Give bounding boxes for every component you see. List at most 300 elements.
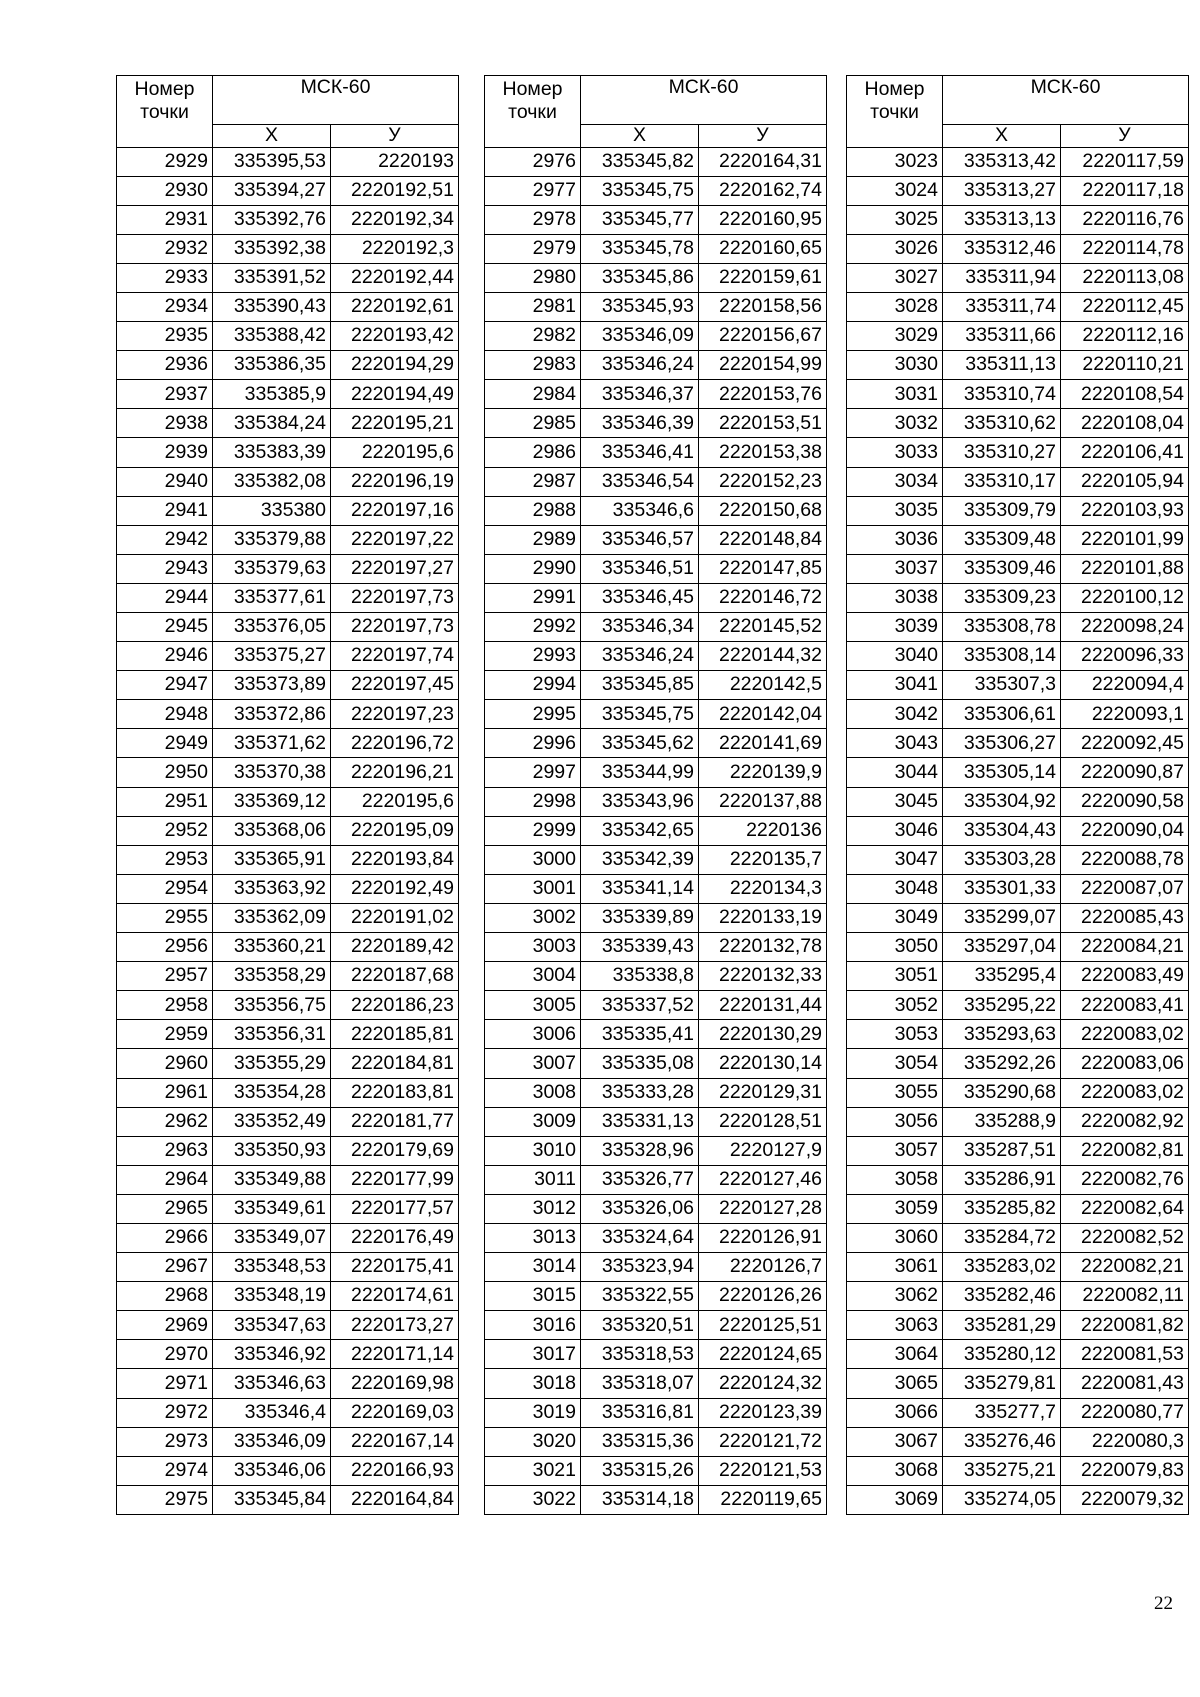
table-row: [485, 583, 827, 612]
point-number-cell: 3032: [847, 409, 943, 438]
table-row: [485, 409, 827, 438]
x-coordinate-cell: 335369,12: [213, 787, 331, 816]
x-coordinate-cell: 335375,27: [213, 642, 331, 671]
table-row: [847, 671, 1189, 700]
point-number-cell: 2985: [485, 409, 581, 438]
x-coordinate-cell: 335311,74: [943, 292, 1061, 321]
table-row: [485, 1485, 827, 1514]
table-body: [485, 147, 827, 1514]
point-number-cell: 3004: [485, 962, 581, 991]
y-coordinate-cell: 2220127,28: [699, 1194, 827, 1223]
x-coordinate-cell: 335292,26: [943, 1049, 1061, 1078]
point-number-cell: 3050: [847, 933, 943, 962]
table-row: [117, 496, 459, 525]
point-number-cell: 2995: [485, 700, 581, 729]
table-row: [485, 1078, 827, 1107]
y-coordinate-cell: 2220132,78: [699, 933, 827, 962]
x-coordinate-cell: 335394,27: [213, 176, 331, 205]
table-row: [847, 1020, 1189, 1049]
table-row: [485, 729, 827, 758]
point-number-cell: 3048: [847, 874, 943, 903]
y-coordinate-cell: 2220101,99: [1061, 525, 1189, 554]
y-coordinate-cell: 2220146,72: [699, 583, 827, 612]
x-coordinate-cell: 335299,07: [943, 903, 1061, 932]
y-coordinate-cell: 2220159,61: [699, 263, 827, 292]
x-coordinate-cell: 335379,63: [213, 554, 331, 583]
x-coordinate-cell: 335313,27: [943, 176, 1061, 205]
y-coordinate-cell: 2220175,41: [331, 1253, 459, 1282]
y-coordinate-cell: 2220197,27: [331, 554, 459, 583]
y-coordinate-cell: 2220197,16: [331, 496, 459, 525]
point-number-cell: 2983: [485, 351, 581, 380]
y-coordinate-cell: 2220133,19: [699, 903, 827, 932]
table-row: [847, 1427, 1189, 1456]
point-number-cell: 2940: [117, 467, 213, 496]
table-row: [117, 613, 459, 642]
y-coordinate-cell: 2220108,54: [1061, 380, 1189, 409]
x-coordinate-cell: 335352,49: [213, 1107, 331, 1136]
y-coordinate-cell: 2220194,29: [331, 351, 459, 380]
table-row: [485, 322, 827, 351]
point-number-cell: 3012: [485, 1194, 581, 1223]
x-coordinate-cell: 335335,08: [581, 1049, 699, 1078]
y-coordinate-cell: 2220148,84: [699, 525, 827, 554]
y-coordinate-cell: 2220192,51: [331, 176, 459, 205]
table-row: [847, 962, 1189, 991]
point-number-cell: 3043: [847, 729, 943, 758]
x-coordinate-cell: 335346,57: [581, 525, 699, 554]
table-row: [117, 1165, 459, 1194]
point-number-header-line1: Номер: [134, 78, 195, 100]
point-number-cell: 2987: [485, 467, 581, 496]
x-coordinate-cell: 335301,33: [943, 874, 1061, 903]
coordinate-table-2: [484, 75, 827, 1515]
table-row: [485, 1311, 827, 1340]
y-coordinate-cell: 2220123,39: [699, 1398, 827, 1427]
y-coordinate-cell: 2220124,32: [699, 1369, 827, 1398]
point-number-cell: 3016: [485, 1311, 581, 1340]
coordinate-table-3: [846, 75, 1189, 1515]
y-coordinate-cell: 2220132,33: [699, 962, 827, 991]
y-coordinate-cell: 2220162,74: [699, 176, 827, 205]
table-row: [485, 874, 827, 903]
x-coordinate-cell: 335392,38: [213, 234, 331, 263]
point-number-cell: 2947: [117, 671, 213, 700]
x-coordinate-cell: 335349,61: [213, 1194, 331, 1223]
y-coordinate-cell: 2220195,6: [331, 438, 459, 467]
x-coordinate-cell: 335385,9: [213, 380, 331, 409]
x-coordinate-cell: 335346,24: [581, 642, 699, 671]
table-row: [485, 234, 827, 263]
table-row: [117, 700, 459, 729]
table-row: [117, 409, 459, 438]
point-number-header: [117, 76, 213, 125]
y-coordinate-cell: 2220082,52: [1061, 1223, 1189, 1252]
table-row: [117, 1107, 459, 1136]
point-number-cell: 3029: [847, 322, 943, 351]
point-number-cell: 3006: [485, 1020, 581, 1049]
table-row: [117, 1340, 459, 1369]
point-number-cell: 2931: [117, 205, 213, 234]
y-coordinate-cell: 2220081,43: [1061, 1369, 1189, 1398]
table-row: [117, 1311, 459, 1340]
y-coordinate-cell: 2220197,22: [331, 525, 459, 554]
y-coordinate-cell: 2220121,53: [699, 1456, 827, 1485]
y-coordinate-cell: 2220090,04: [1061, 816, 1189, 845]
x-coordinate-cell: 335331,13: [581, 1107, 699, 1136]
x-coordinate-cell: 335290,68: [943, 1078, 1061, 1107]
table-row: [117, 1398, 459, 1427]
x-coordinate-cell: 335307,3: [943, 671, 1061, 700]
x-coordinate-cell: 335346,37: [581, 380, 699, 409]
point-number-cell: 3045: [847, 787, 943, 816]
point-number-cell: 3054: [847, 1049, 943, 1078]
y-coordinate-cell: 2220129,31: [699, 1078, 827, 1107]
point-number-cell: 3013: [485, 1223, 581, 1252]
table-row: [485, 205, 827, 234]
table-row: [485, 1165, 827, 1194]
point-number-cell: 3019: [485, 1398, 581, 1427]
y-coordinate-cell: 2220192,34: [331, 205, 459, 234]
table-row: [847, 787, 1189, 816]
point-number-cell: 2952: [117, 816, 213, 845]
x-coordinate-cell: 335276,46: [943, 1427, 1061, 1456]
table-row: [485, 438, 827, 467]
y-coordinate-cell: 2220126,26: [699, 1282, 827, 1311]
point-number-cell: 3061: [847, 1253, 943, 1282]
y-coordinate-cell: 2220112,16: [1061, 322, 1189, 351]
table-row: [847, 642, 1189, 671]
point-number-cell: 3060: [847, 1223, 943, 1252]
y-coordinate-cell: 2220185,81: [331, 1020, 459, 1049]
x-coordinate-cell: 335370,38: [213, 758, 331, 787]
point-number-cell: 2944: [117, 583, 213, 612]
x-coordinate-cell: 335358,29: [213, 962, 331, 991]
point-number-cell: 2963: [117, 1136, 213, 1165]
point-number-cell: 3031: [847, 380, 943, 409]
x-coordinate-cell: 335355,29: [213, 1049, 331, 1078]
point-number-cell: 3002: [485, 903, 581, 932]
x-coordinate-cell: 335295,22: [943, 991, 1061, 1020]
point-number-cell: 2971: [117, 1369, 213, 1398]
point-number-cell: 2964: [117, 1165, 213, 1194]
table-row: [485, 1020, 827, 1049]
x-coordinate-cell: 335360,21: [213, 933, 331, 962]
point-number-cell: 2949: [117, 729, 213, 758]
y-coordinate-cell: 2220179,69: [331, 1136, 459, 1165]
x-coordinate-cell: 335274,05: [943, 1485, 1061, 1514]
point-number-header: [485, 76, 581, 125]
x-coordinate-cell: 335326,77: [581, 1165, 699, 1194]
x-column-header: Х: [213, 124, 331, 147]
table-row: [847, 467, 1189, 496]
y-coordinate-cell: 2220145,52: [699, 613, 827, 642]
table-row: [485, 380, 827, 409]
x-coordinate-cell: 335295,4: [943, 962, 1061, 991]
x-coordinate-cell: 335345,85: [581, 671, 699, 700]
table-row: [847, 583, 1189, 612]
x-coordinate-cell: 335285,82: [943, 1194, 1061, 1223]
table-row: [847, 933, 1189, 962]
x-coordinate-cell: 335356,31: [213, 1020, 331, 1049]
y-coordinate-cell: 2220114,78: [1061, 234, 1189, 263]
x-coordinate-cell: 335308,14: [943, 642, 1061, 671]
point-number-cell: 2950: [117, 758, 213, 787]
table-row: [485, 787, 827, 816]
point-number-cell: 3052: [847, 991, 943, 1020]
y-coordinate-cell: 2220084,21: [1061, 933, 1189, 962]
y-coordinate-cell: 2220079,32: [1061, 1485, 1189, 1514]
point-number-cell: 3011: [485, 1165, 581, 1194]
y-coordinate-cell: 2220194,49: [331, 380, 459, 409]
table-row: [847, 176, 1189, 205]
y-coordinate-cell: 2220158,56: [699, 292, 827, 321]
y-coordinate-cell: 2220121,72: [699, 1427, 827, 1456]
table-row: [117, 642, 459, 671]
x-coordinate-cell: 335282,46: [943, 1282, 1061, 1311]
table-row: [485, 1136, 827, 1165]
y-coordinate-cell: 2220195,21: [331, 409, 459, 438]
y-coordinate-cell: 2220197,73: [331, 613, 459, 642]
x-coordinate-cell: 335304,43: [943, 816, 1061, 845]
x-coordinate-cell: 335363,92: [213, 874, 331, 903]
table-row: [117, 1253, 459, 1282]
y-coordinate-cell: 2220082,21: [1061, 1253, 1189, 1282]
table-row: [485, 1049, 827, 1078]
x-coordinate-cell: 335310,27: [943, 438, 1061, 467]
point-number-cell: 3026: [847, 234, 943, 263]
table-row: [485, 816, 827, 845]
x-coordinate-cell: 335345,77: [581, 205, 699, 234]
x-coordinate-cell: 335293,63: [943, 1020, 1061, 1049]
table-row: [117, 1136, 459, 1165]
point-number-cell: 2997: [485, 758, 581, 787]
y-coordinate-cell: 2220153,76: [699, 380, 827, 409]
point-number-cell: 2988: [485, 496, 581, 525]
point-number-cell: 2943: [117, 554, 213, 583]
x-coordinate-cell: 335345,75: [581, 700, 699, 729]
point-number-cell: 3014: [485, 1253, 581, 1282]
x-coordinate-cell: 335345,86: [581, 263, 699, 292]
table-row: [847, 1282, 1189, 1311]
y-coordinate-cell: 2220137,88: [699, 787, 827, 816]
x-coordinate-cell: 335303,28: [943, 845, 1061, 874]
table-row: [485, 351, 827, 380]
table-row: [117, 1456, 459, 1485]
point-number-cell: 3017: [485, 1340, 581, 1369]
point-number-cell: 3044: [847, 758, 943, 787]
y-coordinate-cell: 2220135,7: [699, 845, 827, 874]
x-coordinate-cell: 335373,89: [213, 671, 331, 700]
table-row: [847, 496, 1189, 525]
y-coordinate-cell: 2220093,1: [1061, 700, 1189, 729]
table-row: [847, 380, 1189, 409]
y-coordinate-cell: 2220094,4: [1061, 671, 1189, 700]
y-coordinate-cell: 2220110,21: [1061, 351, 1189, 380]
point-number-cell: 2976: [485, 147, 581, 176]
x-coordinate-cell: 335345,75: [581, 176, 699, 205]
y-coordinate-cell: 2220192,49: [331, 874, 459, 903]
point-number-cell: 3057: [847, 1136, 943, 1165]
x-coordinate-cell: 335324,64: [581, 1223, 699, 1252]
x-coordinate-cell: 335395,53: [213, 147, 331, 176]
table-row: [847, 758, 1189, 787]
point-number-cell: 3040: [847, 642, 943, 671]
point-number-cell: 3064: [847, 1340, 943, 1369]
table-row: [847, 845, 1189, 874]
y-coordinate-cell: 2220152,23: [699, 467, 827, 496]
y-coordinate-cell: 2220195,09: [331, 816, 459, 845]
y-coordinate-cell: 2220193,42: [331, 322, 459, 351]
point-number-cell: 3056: [847, 1107, 943, 1136]
table-row: [485, 496, 827, 525]
point-number-cell: 3018: [485, 1369, 581, 1398]
table-row: [485, 292, 827, 321]
table-row: [485, 554, 827, 583]
table-row: [847, 874, 1189, 903]
point-number-cell: 2996: [485, 729, 581, 758]
point-number-cell: 2942: [117, 525, 213, 554]
x-coordinate-cell: 335310,17: [943, 467, 1061, 496]
y-coordinate-cell: 2220193: [331, 147, 459, 176]
x-coordinate-cell: 335309,79: [943, 496, 1061, 525]
point-number-cell: 3035: [847, 496, 943, 525]
point-number-cell: 2982: [485, 322, 581, 351]
x-coordinate-cell: 335313,42: [943, 147, 1061, 176]
point-number-cell: 2930: [117, 176, 213, 205]
y-coordinate-cell: 2220082,92: [1061, 1107, 1189, 1136]
point-number-cell: 3039: [847, 613, 943, 642]
y-coordinate-cell: 2220153,51: [699, 409, 827, 438]
point-number-cell: 3001: [485, 874, 581, 903]
x-coordinate-cell: 335314,18: [581, 1485, 699, 1514]
table-row: [847, 1369, 1189, 1398]
y-coordinate-cell: 2220176,49: [331, 1223, 459, 1252]
y-coordinate-cell: 2220125,51: [699, 1311, 827, 1340]
point-number-cell: 2989: [485, 525, 581, 554]
x-coordinate-cell: 335346,51: [581, 554, 699, 583]
point-number-cell: 3049: [847, 903, 943, 932]
x-coordinate-cell: 335348,53: [213, 1253, 331, 1282]
y-coordinate-cell: 2220083,02: [1061, 1078, 1189, 1107]
coordinate-system-header: МСК-60: [581, 76, 827, 125]
table-row: [485, 1253, 827, 1282]
y-coordinate-cell: 2220174,61: [331, 1282, 459, 1311]
table-row: [117, 583, 459, 612]
table-row: [117, 816, 459, 845]
x-coordinate-cell: 335280,12: [943, 1340, 1061, 1369]
table-row: [485, 1369, 827, 1398]
table-row: [117, 380, 459, 409]
point-number-cell: 3063: [847, 1311, 943, 1340]
table-row: [117, 1485, 459, 1514]
y-coordinate-cell: 2220196,19: [331, 467, 459, 496]
x-coordinate-cell: 335342,39: [581, 845, 699, 874]
y-column-header: У: [331, 124, 459, 147]
x-coordinate-cell: 335315,26: [581, 1456, 699, 1485]
coordinate-table-1: [116, 75, 459, 1515]
y-coordinate-cell: 2220197,45: [331, 671, 459, 700]
x-coordinate-cell: 335311,94: [943, 263, 1061, 292]
x-coordinate-cell: 335390,43: [213, 292, 331, 321]
y-coordinate-cell: 2220088,78: [1061, 845, 1189, 874]
table-row: [485, 933, 827, 962]
point-number-cell: 2962: [117, 1107, 213, 1136]
y-coordinate-cell: 2220191,02: [331, 903, 459, 932]
x-coordinate-cell: 335392,76: [213, 205, 331, 234]
x-coordinate-cell: 335356,75: [213, 991, 331, 1020]
y-coordinate-cell: 2220164,31: [699, 147, 827, 176]
table-row: [485, 1427, 827, 1456]
point-number-cell: 2935: [117, 322, 213, 351]
table-row: [117, 1194, 459, 1223]
point-number-cell: 2994: [485, 671, 581, 700]
x-coordinate-cell: 335346,09: [213, 1427, 331, 1456]
x-coordinate-cell: 335349,07: [213, 1223, 331, 1252]
x-coordinate-cell: 335345,62: [581, 729, 699, 758]
point-number-cell: 2956: [117, 933, 213, 962]
x-coordinate-cell: 335308,78: [943, 613, 1061, 642]
table-row: [117, 845, 459, 874]
x-coordinate-cell: 335312,46: [943, 234, 1061, 263]
x-coordinate-cell: 335348,19: [213, 1282, 331, 1311]
x-coordinate-cell: 335311,13: [943, 351, 1061, 380]
table-row: [485, 991, 827, 1020]
table-row: [485, 642, 827, 671]
y-coordinate-cell: 2220154,99: [699, 351, 827, 380]
x-coordinate-cell: 335341,14: [581, 874, 699, 903]
point-number-cell: 3003: [485, 933, 581, 962]
point-number-cell: 3038: [847, 583, 943, 612]
y-coordinate-cell: 2220130,29: [699, 1020, 827, 1049]
x-coordinate-cell: 335304,92: [943, 787, 1061, 816]
point-number-cell: 3053: [847, 1020, 943, 1049]
point-number-cell: 3021: [485, 1456, 581, 1485]
y-coordinate-cell: 2220105,94: [1061, 467, 1189, 496]
table-row: [847, 1485, 1189, 1514]
point-number-cell: 2992: [485, 613, 581, 642]
y-coordinate-cell: 2220183,81: [331, 1078, 459, 1107]
table-row: [847, 1223, 1189, 1252]
x-coordinate-cell: 335320,51: [581, 1311, 699, 1340]
x-coordinate-cell: 335318,07: [581, 1369, 699, 1398]
point-number-header-blank: [847, 124, 943, 147]
table-row: [117, 176, 459, 205]
x-coordinate-cell: 335283,02: [943, 1253, 1061, 1282]
x-coordinate-cell: 335380: [213, 496, 331, 525]
table-row: [117, 787, 459, 816]
table-row: [847, 409, 1189, 438]
point-number-cell: 3028: [847, 292, 943, 321]
y-coordinate-cell: 2220130,14: [699, 1049, 827, 1078]
table-row: [117, 991, 459, 1020]
table-row: [847, 351, 1189, 380]
point-number-header: [847, 76, 943, 125]
y-coordinate-cell: 2220189,42: [331, 933, 459, 962]
point-number-header-line2: точки: [140, 101, 189, 123]
point-number-cell: 2939: [117, 438, 213, 467]
point-number-cell: 2948: [117, 700, 213, 729]
table-row: [485, 1398, 827, 1427]
point-number-cell: 3010: [485, 1136, 581, 1165]
table-row: [485, 758, 827, 787]
point-number-cell: 2929: [117, 147, 213, 176]
y-coordinate-cell: 2220186,23: [331, 991, 459, 1020]
y-coordinate-cell: 2220142,5: [699, 671, 827, 700]
table-row: [117, 1049, 459, 1078]
point-number-cell: 2978: [485, 205, 581, 234]
x-coordinate-cell: 335313,13: [943, 205, 1061, 234]
